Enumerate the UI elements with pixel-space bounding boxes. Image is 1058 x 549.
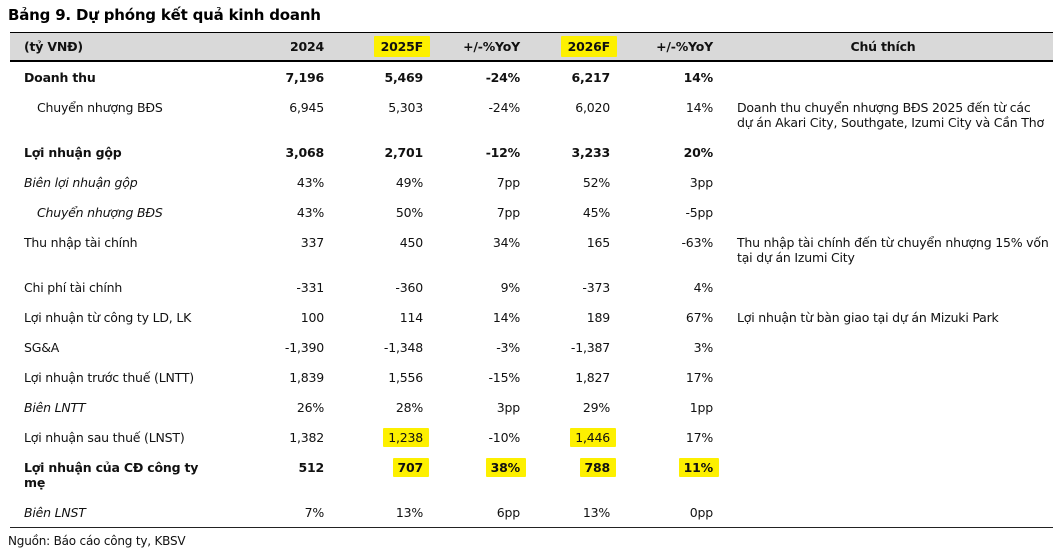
cell-yoy-2025 — [423, 137, 520, 167]
cell-note — [713, 302, 1053, 332]
value-yoy-2025: 7pp — [496, 175, 520, 190]
row-label-cell — [10, 167, 214, 197]
cell-yoy-2025 — [423, 452, 520, 497]
cell-2026f — [520, 92, 610, 137]
col-header-yoy-2026 — [610, 33, 713, 62]
cell-2025f — [324, 362, 423, 392]
value-2026f: 3,233 — [571, 145, 610, 160]
cell-2026f — [520, 302, 610, 332]
row-note: Lợi nhuận từ bàn giao tại dự án Mizuki Park — [737, 310, 999, 325]
row-label-cell — [10, 497, 214, 528]
cell-2024 — [214, 392, 324, 422]
value-2024: 1,382 — [289, 430, 324, 445]
table-title: Bảng 9. Dự phóng kết quả kinh doanh — [8, 6, 321, 24]
value-yoy-2025: -15% — [488, 370, 520, 385]
col-header-note — [713, 33, 1053, 62]
cell-2026f — [520, 452, 610, 497]
col-header-2026f — [520, 33, 610, 62]
value-2026f: 45% — [582, 205, 610, 220]
row-label: Thu nhập tài chính — [24, 235, 138, 250]
table-row — [10, 497, 1053, 528]
highlight-mark-2025f: 2025F — [374, 36, 430, 57]
value-yoy-2025: 7pp — [496, 205, 520, 220]
value-2024: 43% — [296, 205, 324, 220]
value-2024: 3,068 — [285, 145, 324, 160]
table-row — [10, 362, 1053, 392]
cell-yoy-2026 — [610, 272, 713, 302]
value-2026f: -1,387 — [570, 340, 610, 355]
value-2025f: 5,469 — [384, 70, 423, 85]
value-yoy-2026: 0pp — [689, 505, 713, 520]
highlight-mark-2026f: 2026F — [561, 36, 617, 57]
row-label: Lợi nhuận của CĐ công ty mẹ — [24, 460, 199, 490]
cell-yoy-2025 — [423, 362, 520, 392]
value-yoy-2026: 3% — [693, 340, 713, 355]
value-2025f: 1,238 — [383, 428, 429, 447]
row-label: Chi phí tài chính — [24, 280, 123, 295]
value-yoy-2026: 11% — [679, 458, 719, 477]
value-yoy-2026: 14% — [683, 70, 713, 85]
header-row — [10, 33, 1053, 62]
cell-yoy-2025 — [423, 197, 520, 227]
value-2025f: 707 — [393, 458, 430, 477]
note-header-label: Chú thích — [850, 39, 916, 54]
cell-yoy-2026 — [610, 362, 713, 392]
value-2024: -1,390 — [284, 340, 324, 355]
cell-yoy-2026 — [610, 197, 713, 227]
value-yoy-2025: 38% — [486, 458, 526, 477]
cell-note — [713, 227, 1053, 272]
value-yoy-2025: 6pp — [496, 505, 520, 520]
cell-yoy-2025 — [423, 302, 520, 332]
value-2024: 100 — [300, 310, 324, 325]
value-yoy-2025: 14% — [492, 310, 520, 325]
value-2024: 26% — [296, 400, 324, 415]
value-yoy-2025: -10% — [488, 430, 520, 445]
value-2025f: -1,348 — [383, 340, 423, 355]
value-2025f: -360 — [395, 280, 423, 295]
cell-yoy-2026 — [610, 61, 713, 92]
row-label-cell — [10, 332, 214, 362]
cell-2025f — [324, 137, 423, 167]
cell-2025f — [324, 302, 423, 332]
row-label-cell — [10, 392, 214, 422]
cell-yoy-2025 — [423, 92, 520, 137]
cell-note — [713, 497, 1053, 528]
value-yoy-2025: -3% — [496, 340, 520, 355]
value-2024: -331 — [296, 280, 324, 295]
value-yoy-2026: 3pp — [689, 175, 713, 190]
cell-yoy-2026 — [610, 422, 713, 452]
value-yoy-2025: 3pp — [496, 400, 520, 415]
value-yoy-2026: 17% — [685, 370, 713, 385]
table-body — [10, 61, 1053, 528]
cell-2026f — [520, 197, 610, 227]
value-2024: 43% — [296, 175, 324, 190]
value-2026f: 1,446 — [570, 428, 616, 447]
value-2026f: 13% — [582, 505, 610, 520]
value-2024: 7,196 — [285, 70, 324, 85]
value-2026f: 189 — [586, 310, 610, 325]
cell-2026f — [520, 61, 610, 92]
row-label: Lợi nhuận sau thuế (LNST) — [24, 430, 185, 445]
row-label: Chuyển nhượng BĐS — [37, 100, 163, 115]
cell-note — [713, 452, 1053, 497]
cell-yoy-2025 — [423, 167, 520, 197]
cell-yoy-2026 — [610, 332, 713, 362]
cell-yoy-2026 — [610, 452, 713, 497]
cell-yoy-2025 — [423, 227, 520, 272]
value-yoy-2025: -12% — [485, 145, 520, 160]
value-yoy-2026: 20% — [683, 145, 713, 160]
cell-yoy-2026 — [610, 92, 713, 137]
cell-2025f — [324, 392, 423, 422]
cell-2024 — [214, 452, 324, 497]
cell-2025f — [324, 497, 423, 528]
value-yoy-2026: -5pp — [685, 205, 713, 220]
table-row — [10, 61, 1053, 92]
cell-note — [713, 137, 1053, 167]
value-yoy-2025: -24% — [485, 70, 520, 85]
cell-2024 — [214, 137, 324, 167]
value-2026f: 29% — [582, 400, 610, 415]
table-row — [10, 452, 1053, 497]
table-row — [10, 272, 1053, 302]
cell-yoy-2025 — [423, 422, 520, 452]
table-row — [10, 302, 1053, 332]
table-header — [10, 33, 1053, 62]
cell-2025f — [324, 227, 423, 272]
cell-2024 — [214, 497, 324, 528]
row-label-cell — [10, 137, 214, 167]
table-row — [10, 422, 1053, 452]
row-label-cell — [10, 272, 214, 302]
value-2024: 6,945 — [289, 100, 324, 115]
value-2026f: 6,217 — [571, 70, 610, 85]
value-yoy-2026: -63% — [681, 235, 713, 250]
value-yoy-2025: 34% — [492, 235, 520, 250]
col-header-2024 — [214, 33, 324, 62]
row-label: Lợi nhuận gộp — [24, 145, 122, 160]
value-2025f: 2,701 — [384, 145, 423, 160]
value-2025f: 1,556 — [388, 370, 423, 385]
value-2026f: 52% — [582, 175, 610, 190]
value-2025f: 49% — [395, 175, 423, 190]
cell-yoy-2026 — [610, 227, 713, 272]
cell-yoy-2026 — [610, 392, 713, 422]
row-label-cell — [10, 452, 214, 497]
row-note: Doanh thu chuyển nhượng BĐS 2025 đến từ các dự án Akari City, Southgate, Izumi City và Cần Thơ — [737, 100, 1044, 130]
cell-2024 — [214, 332, 324, 362]
value-2025f: 50% — [395, 205, 423, 220]
cell-note — [713, 61, 1053, 92]
table-row — [10, 167, 1053, 197]
value-2025f: 114 — [399, 310, 423, 325]
cell-note — [713, 167, 1053, 197]
value-2026f: 788 — [580, 458, 617, 477]
forecast-table — [10, 32, 1053, 528]
cell-2024 — [214, 362, 324, 392]
table-row — [10, 392, 1053, 422]
cell-note — [713, 332, 1053, 362]
cell-2026f — [520, 392, 610, 422]
cell-note — [713, 362, 1053, 392]
cell-2025f — [324, 332, 423, 362]
col-header-2025f — [324, 33, 423, 62]
source-note: Nguồn: Báo cáo công ty, KBSV — [8, 534, 186, 548]
cell-2026f — [520, 362, 610, 392]
value-yoy-2026: 4% — [693, 280, 713, 295]
yoy-2025-label: +/-%YoY — [463, 39, 520, 54]
cell-2026f — [520, 167, 610, 197]
cell-2026f — [520, 497, 610, 528]
value-2024: 7% — [304, 505, 324, 520]
value-2026f: 165 — [586, 235, 610, 250]
value-2024: 1,839 — [289, 370, 324, 385]
value-2026f: -373 — [582, 280, 610, 295]
table-row — [10, 332, 1053, 362]
cell-2026f — [520, 137, 610, 167]
row-label: Chuyển nhượng BĐS — [37, 205, 163, 220]
table-row — [10, 197, 1053, 227]
cell-yoy-2026 — [610, 302, 713, 332]
row-label: Lợi nhuận trước thuế (LNTT) — [24, 370, 194, 385]
cell-note — [713, 272, 1053, 302]
row-label-cell — [10, 362, 214, 392]
cell-note — [713, 197, 1053, 227]
value-2025f: 5,303 — [388, 100, 423, 115]
row-label-cell — [10, 302, 214, 332]
unit-label: (tỷ VNĐ) — [24, 39, 83, 54]
cell-2024 — [214, 92, 324, 137]
value-yoy-2026: 67% — [685, 310, 713, 325]
cell-2024 — [214, 302, 324, 332]
cell-yoy-2026 — [610, 137, 713, 167]
cell-yoy-2026 — [610, 497, 713, 528]
value-2025f: 13% — [395, 505, 423, 520]
cell-yoy-2025 — [423, 272, 520, 302]
value-yoy-2025: -24% — [488, 100, 520, 115]
value-yoy-2026: 1pp — [689, 400, 713, 415]
row-label-cell — [10, 227, 214, 272]
yoy-2026-label: +/-%YoY — [656, 39, 713, 54]
cell-2026f — [520, 422, 610, 452]
row-label: Lợi nhuận từ công ty LD, LK — [24, 310, 192, 325]
cell-2025f — [324, 92, 423, 137]
cell-note — [713, 392, 1053, 422]
cell-2024 — [214, 197, 324, 227]
row-label: Biên lợi nhuận gộp — [24, 175, 138, 190]
cell-2025f — [324, 422, 423, 452]
value-2025f: 450 — [399, 235, 423, 250]
cell-2024 — [214, 422, 324, 452]
cell-2024 — [214, 227, 324, 272]
cell-2025f — [324, 272, 423, 302]
cell-2025f — [324, 61, 423, 92]
row-label: Doanh thu — [24, 70, 96, 85]
value-2026f: 1,827 — [575, 370, 610, 385]
cell-2026f — [520, 227, 610, 272]
cell-yoy-2025 — [423, 332, 520, 362]
value-2025f: 28% — [395, 400, 423, 415]
cell-yoy-2026 — [610, 167, 713, 197]
cell-note — [713, 422, 1053, 452]
table-row — [10, 137, 1053, 167]
cell-2024 — [214, 61, 324, 92]
value-yoy-2026: 17% — [685, 430, 713, 445]
cell-yoy-2025 — [423, 61, 520, 92]
year-2024-label: 2024 — [290, 39, 324, 54]
row-label: Biên LNTT — [24, 400, 86, 415]
row-label-cell — [10, 92, 214, 137]
cell-yoy-2025 — [423, 392, 520, 422]
col-header-yoy-2025 — [423, 33, 520, 62]
table-row — [10, 92, 1053, 137]
cell-2025f — [324, 197, 423, 227]
cell-2026f — [520, 272, 610, 302]
row-label-cell — [10, 422, 214, 452]
value-yoy-2025: 9% — [500, 280, 520, 295]
row-label-cell — [10, 197, 214, 227]
cell-2024 — [214, 167, 324, 197]
cell-note — [713, 92, 1053, 137]
col-header-unit — [10, 33, 214, 62]
cell-2026f — [520, 332, 610, 362]
cell-2025f — [324, 167, 423, 197]
table-row — [10, 227, 1053, 272]
row-label: Biên LNST — [24, 505, 86, 520]
value-2026f: 6,020 — [575, 100, 610, 115]
row-label-cell — [10, 61, 214, 92]
cell-yoy-2025 — [423, 497, 520, 528]
row-note: Thu nhập tài chính đến từ chuyển nhượng 15% vốn tại dự án Izumi City — [737, 235, 1049, 265]
cell-2024 — [214, 272, 324, 302]
value-2024: 337 — [300, 235, 324, 250]
value-yoy-2026: 14% — [685, 100, 713, 115]
value-2024: 512 — [298, 460, 324, 475]
cell-2025f — [324, 452, 423, 497]
row-label: SG&A — [24, 340, 60, 355]
